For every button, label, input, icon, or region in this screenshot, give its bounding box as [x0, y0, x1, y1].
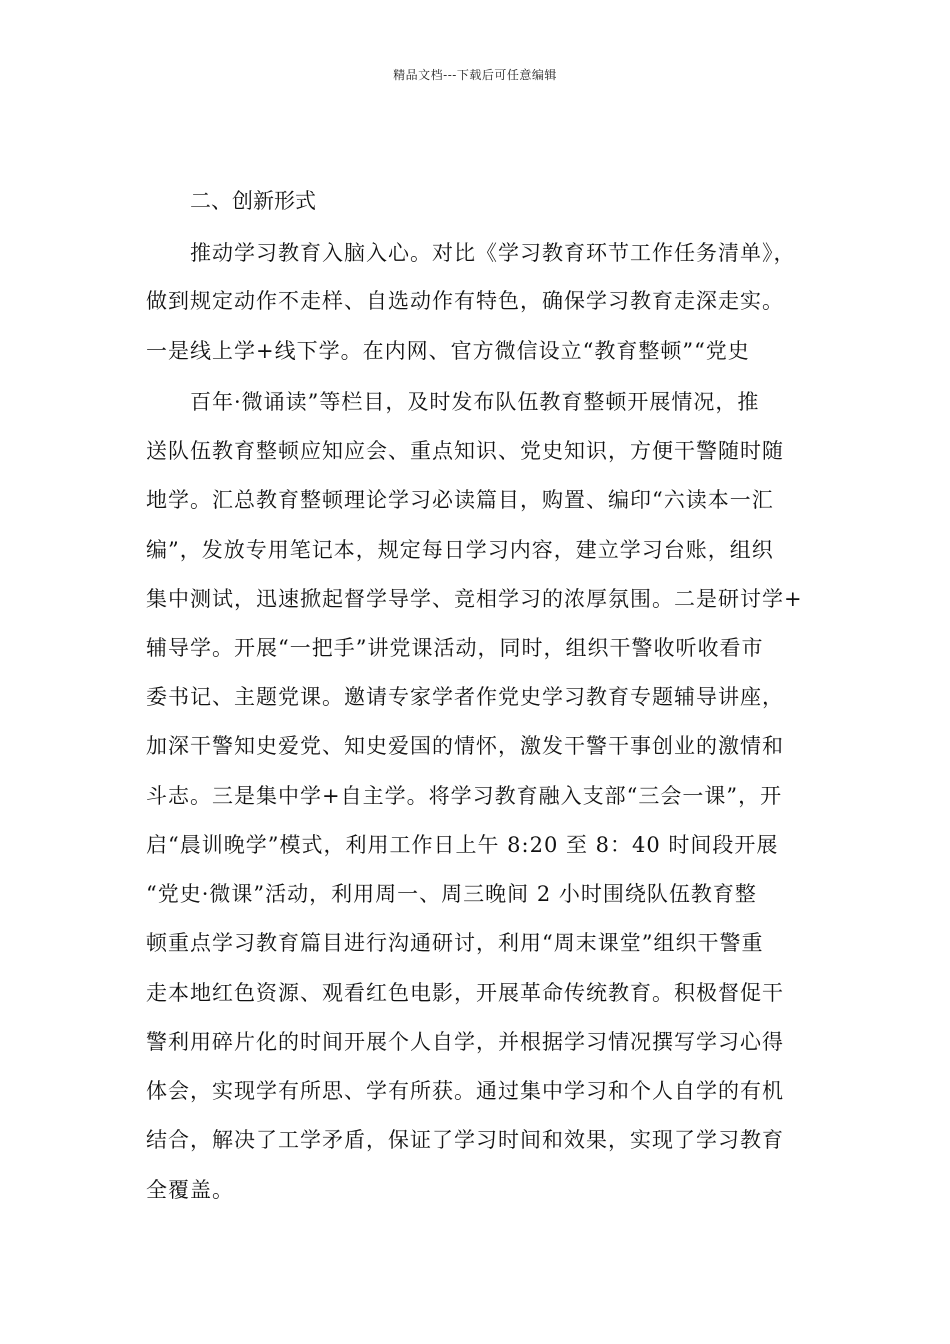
paragraph-line: 顿重点学习教育篇目进行沟通研讨，利用“周末课堂”组织干警重 — [146, 931, 764, 955]
paragraph-line: 警利用碎片化的时间开展个人自学，并根据学习情况撰写学习心得 — [146, 1030, 784, 1054]
paragraph-line: 集中测试，迅速掀起督学导学、竞相学习的浓厚氛围。二是研讨学+ — [146, 587, 803, 611]
paragraph-line: 一是线上学+线下学。在内网、官方微信设立“教育整顿”“党史 — [146, 339, 750, 363]
paragraph-line: “党史·微课”活动，利用周一、周三晚间 2 小时围绕队伍教育整 — [146, 882, 757, 906]
paragraph-line: 委书记、主题党课。邀请专家学者作党史学习教育专题辅导讲座， — [146, 685, 784, 709]
header-note: 精品文档---下载后可任意编辑 — [393, 68, 557, 82]
paragraph-line: 推动学习教育入脑入心。对比《学习教育环节工作任务清单》， — [190, 241, 796, 265]
paragraph-line: 百年·微诵读”等栏目，及时发布队伍教育整顿开展情况，推 — [190, 390, 760, 414]
paragraph-line: 做到规定动作不走样、自选动作有特色，确保学习教育走深走实。 — [146, 289, 784, 313]
paragraph-line: 全覆盖。 — [146, 1178, 234, 1202]
paragraph-line: 加深干警知史爱党、知史爱国的情怀，激发干警干事创业的激情和 — [146, 734, 784, 758]
paragraph-line: 体会，实现学有所思、学有所获。通过集中学习和个人自学的有机 — [146, 1079, 784, 1103]
paragraph-line: 结合，解决了工学矛盾，保证了学习时间和效果，实现了学习教育 — [146, 1128, 784, 1152]
paragraph-line: 启“晨训晚学”模式，利用工作日上午 8:20 至 8：40 时间段开展 — [146, 833, 779, 857]
paragraph-line: 送队伍教育整顿应知应会、重点知识、党史知识，方便干警随时随 — [146, 439, 784, 463]
paragraph-line: 走本地红色资源、观看红色电影，开展革命传统教育。积极督促干 — [146, 981, 784, 1005]
paragraph-line: 编”，发放专用笔记本，规定每日学习内容，建立学习台账，组织 — [146, 538, 774, 562]
section-heading: 二、创新形式 — [190, 189, 316, 213]
paragraph-line: 斗志。三是集中学+自主学。将学习教育融入支部“三会一课”，开 — [146, 784, 783, 808]
paragraph-line: 辅导学。开展“一把手”讲党课活动，同时，组织干警收听收看市 — [146, 636, 764, 660]
paragraph-line: 地学。汇总教育整顿理论学习必读篇目，购置、编印“六读本一汇 — [146, 488, 774, 512]
